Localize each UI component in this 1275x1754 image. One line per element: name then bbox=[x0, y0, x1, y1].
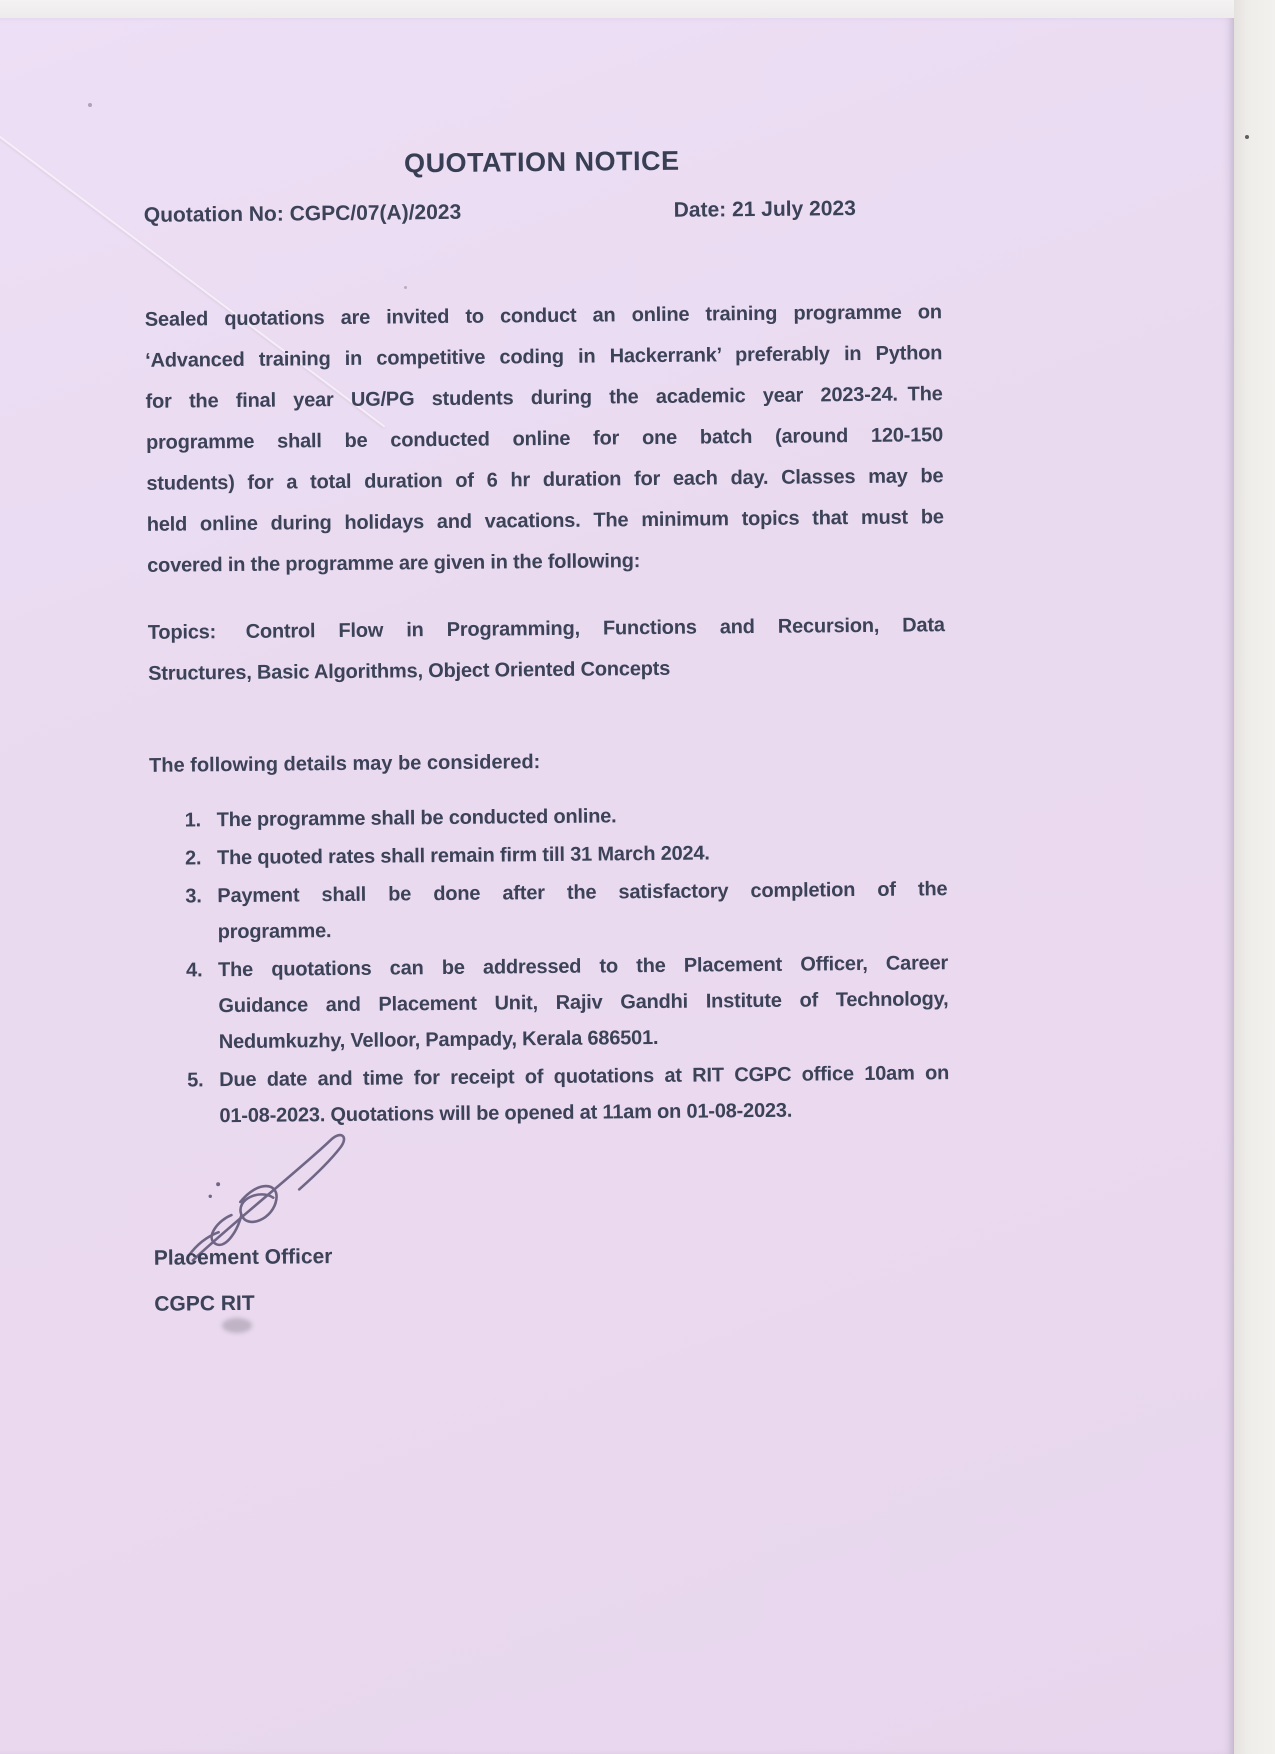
list-item-text: The programme shall be conducted online. bbox=[216, 805, 617, 832]
document-date: Date: 21 July 2023 bbox=[673, 197, 856, 222]
topics-paragraph: Topics: Control Flow in Programming, Functions and Recursion, Data Structures, Basic Algorithms, Object Oriented Concepts bbox=[147, 614, 945, 685]
list-item-text: Payment shall be done after the satisfactory completion of the programme. bbox=[217, 878, 948, 944]
scan-edge-right bbox=[1234, 0, 1275, 1754]
quotation-number: Quotation No: CGPC/07(A)/2023 bbox=[143, 200, 462, 227]
list-item-number: 5. bbox=[187, 1069, 204, 1092]
signatory-title: Placement Officer bbox=[153, 1245, 333, 1270]
details-list bbox=[149, 795, 949, 1135]
list-item-number: 3. bbox=[185, 885, 202, 908]
meta-row bbox=[144, 196, 941, 228]
list-item bbox=[149, 795, 946, 839]
list-item-number: 1. bbox=[184, 809, 202, 832]
list-item-number: 2. bbox=[184, 847, 202, 870]
list-item bbox=[151, 945, 949, 1061]
list-item-text: Due date and time for receipt of quotations at RIT CGPC office 10am on 01-08-2023. Quotations will be opened at 11am on 01-08-2023. bbox=[219, 1062, 950, 1128]
paper-smudge bbox=[222, 1318, 252, 1333]
list-item bbox=[150, 833, 947, 877]
details-heading: The following details may be considered: bbox=[149, 751, 541, 777]
ink-speck bbox=[404, 286, 407, 289]
document-title: QUOTATION NOTICE bbox=[403, 145, 680, 179]
list-item-text: The quotations can be addressed to the Placement Officer, Career Guidance and Placement Unit, Rajiv Gandhi Institute of Technology, Nedumkuzhy, Velloor, Pampady, Kerala 686501. bbox=[217, 952, 949, 1054]
ink-speck bbox=[1245, 135, 1249, 139]
document-content bbox=[143, 143, 951, 1319]
intro-paragraph: Sealed quotations are invited to conduct an online training programme on ‘Advanced training in competitive coding in Hackerrank’ preferably in Python for the final year UG/PG students during the academic year 2023-24. The programme shall be conducted online for one batch (around 120-150 students) for a total duration of 6 hr duration for each day. Classes may be held online during holidays and vacations. The minimum topics that must be covered in the programme are given in the following: bbox=[144, 301, 944, 577]
scan-edge-top bbox=[0, 0, 1275, 18]
ink-speck bbox=[88, 103, 92, 107]
list-item-text: The quoted rates shall remain firm till 31 March 2024. bbox=[216, 842, 710, 870]
list-item-number: 4. bbox=[185, 959, 203, 982]
signatory-organization: CGPC RIT bbox=[154, 1291, 255, 1316]
list-item bbox=[150, 871, 948, 951]
